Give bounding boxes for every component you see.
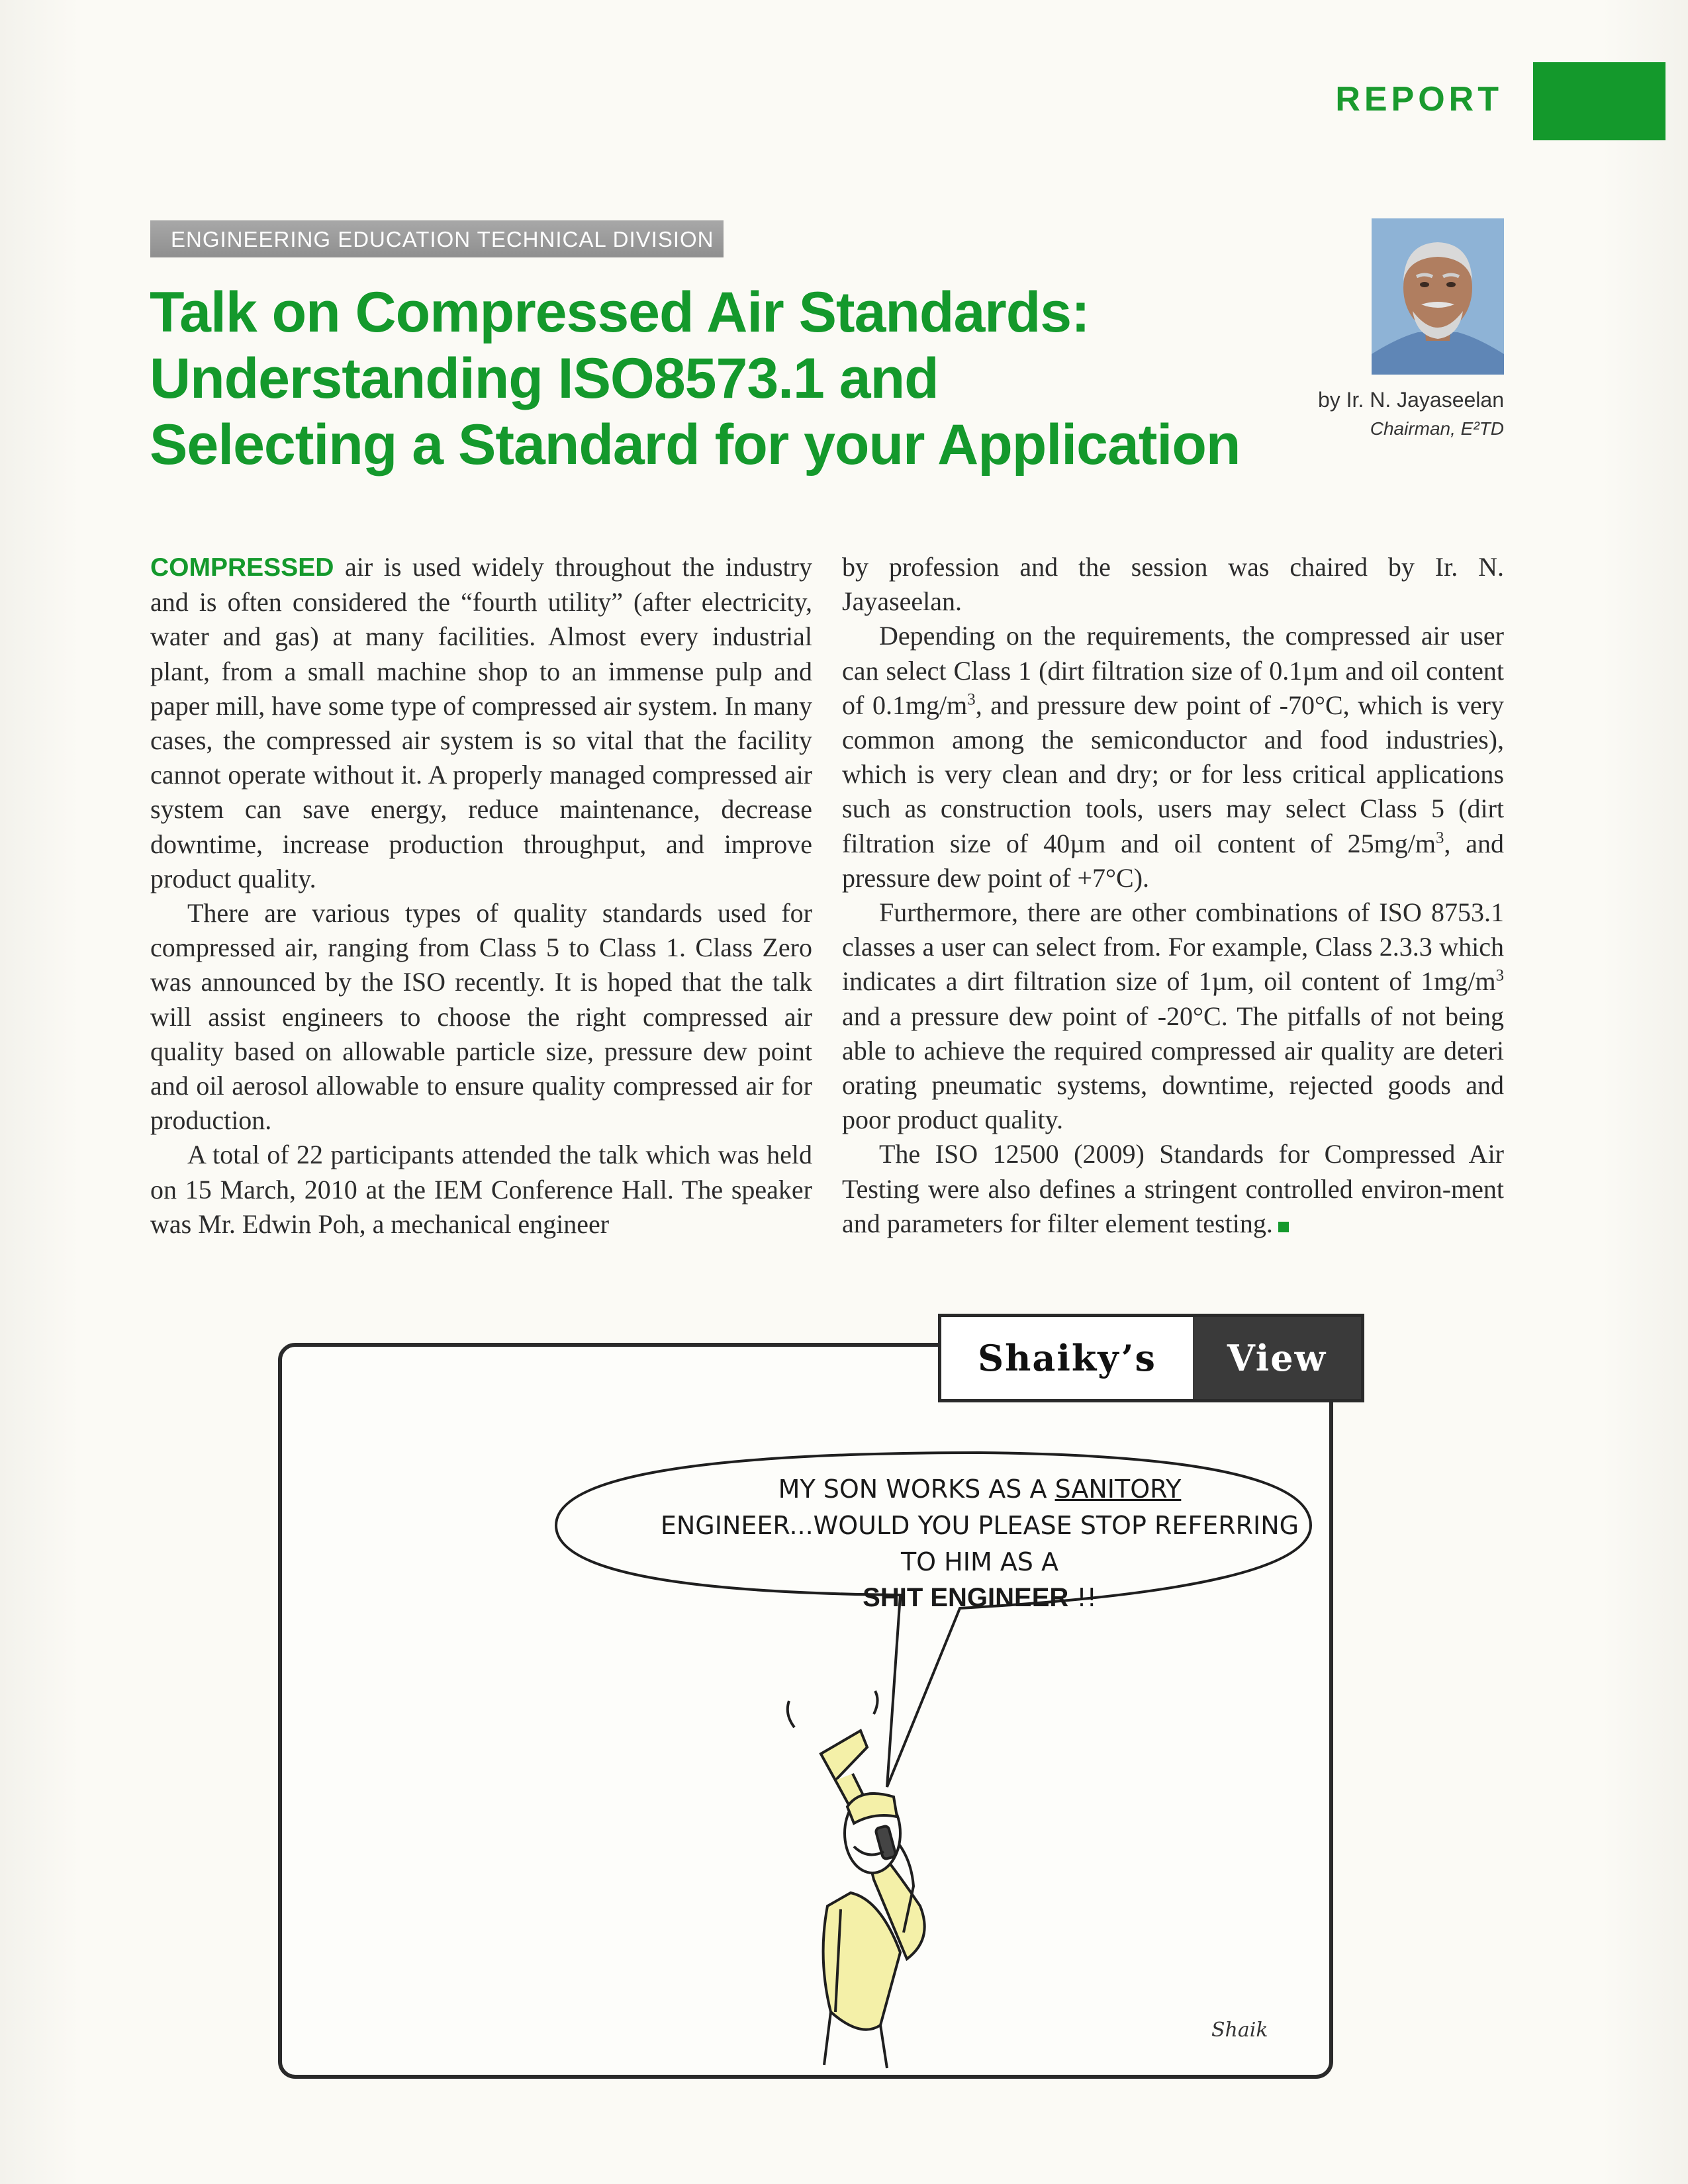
title-line-2: Understanding ISO8573.1 and bbox=[150, 347, 939, 410]
bubble-line-2: ENGINEER...WOULD YOU PLEASE STOP REFERRING bbox=[660, 1511, 1299, 1540]
paragraph-6: Furthermore, there are other combinations of ISO 8753.1 classes a user can select from. For example, Class 2.3.3 which indicates a dirt filtration size of 1µm, oil content of $1mg/m^3$ and a pressure dew point of -20°C. The pitfalls of not being able to achieve the required compressed air quality are deteri orating pneumatic systems, downtime, rejected goods and poor product quality. bbox=[842, 897, 1504, 1135]
paragraph-4: by profession and the session was chaired by Ir. N. Jayaseelan. bbox=[842, 552, 1504, 617]
paragraph-1: COMPRESSED air is used widely throughout the industry and is often considered the “fourth utility” (after electricity, water and gas) at many facilities. Almost every industrial plant, from a small machine shop to an immense pulp and paper mill, have some type of compressed air system. In many cases, the compressed air system is so vital that the facility cannot operate without it. A properly managed compressed air system can save energy, reduce maintenance, decrease downtime, increase production throughput, and improve product quality. bbox=[150, 552, 812, 893]
division-label: ENGINEERING EDUCATION TECHNICAL DIVISION bbox=[171, 227, 714, 251]
section-label: REPORT bbox=[1335, 80, 1503, 118]
title-line-3: Selecting a Standard for your Application bbox=[150, 413, 1241, 477]
author-byline: by Ir. N. Jayaseelan bbox=[1317, 388, 1504, 412]
paragraph-5: Depending on the requirements, the compressed air user can select Class 1 (dirt filtration size of 0.1µm and oil content of $0.1mg/m^3$, and pressure dew point of -70°C, which is very common among the semiconductor and food industries), which is very clean and dry; or for less critical applications such as construction tools, users may select Class 5 (dirt filtration size of 40µm and oil content of $25mg/m^3$, and pressure dew point of +7°C). bbox=[842, 621, 1504, 893]
cartoon-title-left: Shaiky’s bbox=[978, 1337, 1156, 1379]
bubble-line-3: TO HIM AS A bbox=[900, 1547, 1059, 1576]
cartoon-title-right: View bbox=[1193, 1317, 1361, 1399]
bubble-line-1: MY SON WORKS AS A SANITORY bbox=[778, 1475, 1182, 1504]
paragraph-2: There are various types of quality standards used for compressed air, ranging from Class 5 to Class 1. Class Zero was announced by the ISO recently. It is hoped that the talk will assist engineers to choose the right compressed air quality based on allowable particle size, pressure dew point and oil aerosol allowable to ensure quality compressed air for production. bbox=[150, 898, 812, 1136]
title-line-1: Talk on Compressed Air Standards: bbox=[150, 281, 1090, 344]
author-role: Chairman, E²TD bbox=[1370, 418, 1504, 439]
bubble-line-4: SHIT ENGINEER !! bbox=[863, 1583, 1097, 1612]
cartoon-signature: Shaik bbox=[1211, 2019, 1268, 2042]
paragraph-3: A total of 22 participants attended the talk which was held on 15 March, 2010 at the IEM Conference Hall. The speaker was Mr. Edwin Poh, a mechanical engineer bbox=[150, 1140, 812, 1239]
lead-word: COMPRESSED bbox=[150, 553, 334, 582]
paragraph-7: The ISO 12500 (2009) Standards for Compressed Air Testing were also defines a stringent controlled environ-ment and parameters for filter element testing. bbox=[842, 1139, 1504, 1238]
